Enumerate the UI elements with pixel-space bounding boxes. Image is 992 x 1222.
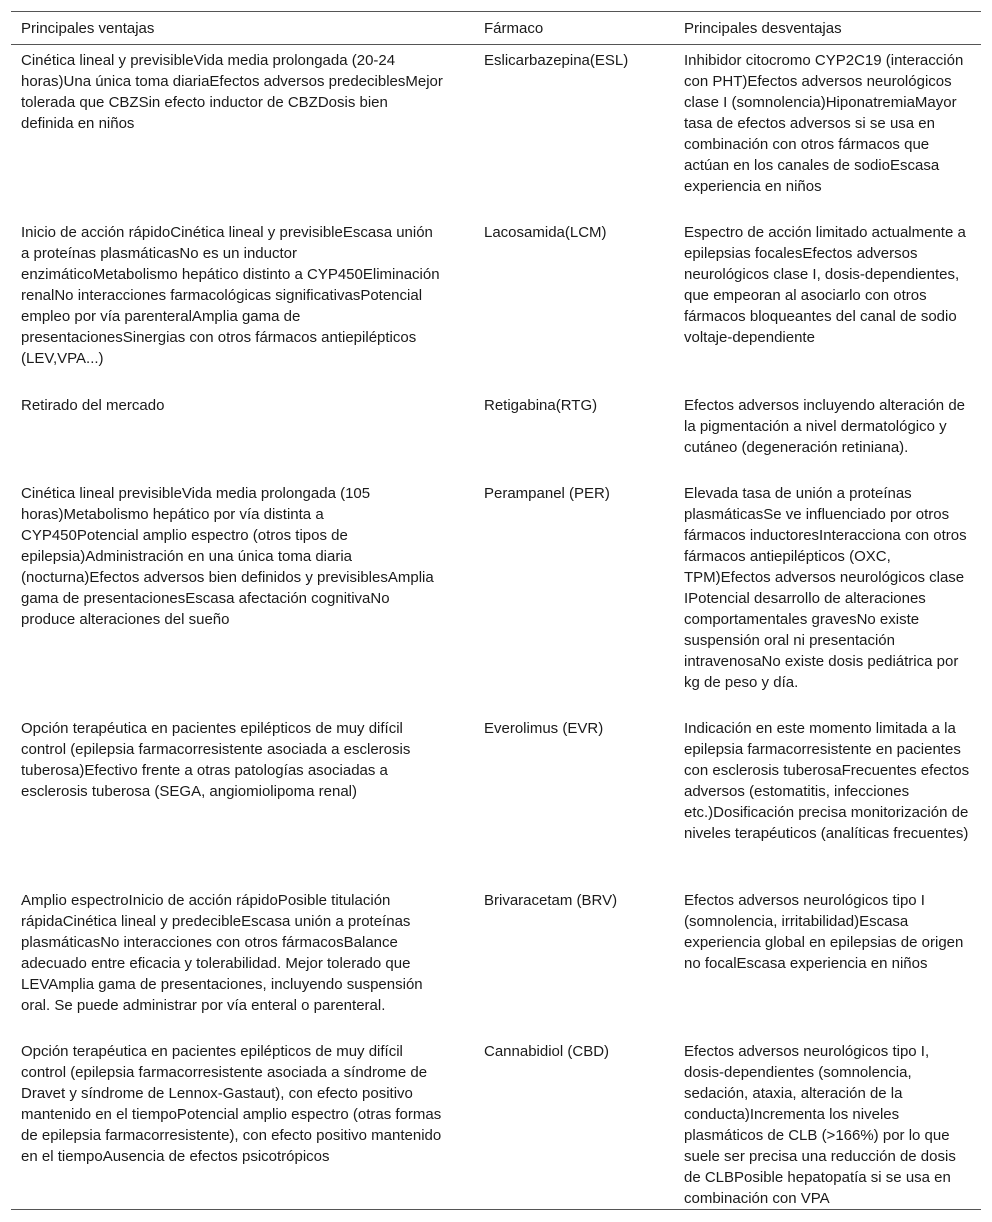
table-row <box>11 885 981 1036</box>
cell-ventajas: Amplio espectroInicio de acción rápidoPosible titulación rápidaCinética lineal y predecibleEscasa unión a proteínas plasmáticasNo interacciones con otros fármacosBalance adecuado entre eficacia y tolerabilidad. Mejor tolerado que LEVAmplia gama de presentaciones, incluyendo suspensión oral. Se puede administrar por vía enteral o parenteral. <box>21 892 423 1014</box>
cell-ventajas: Retirado del mercado <box>21 397 165 414</box>
cell-desventajas: Efectos adversos neurológicos tipo I, dosis-dependientes (somnolencia, sedación, ataxia, alteración de la conducta)Incrementa los niveles plasmáticos de CLB (>166%) por lo que suele ser precisa una reducción de dosis de CLBPosible hepatopatía si se usa en combinación con VPA <box>684 1043 956 1207</box>
table-row <box>11 390 981 478</box>
cell-desventajas: Elevada tasa de unión a proteínas plasmáticasSe ve influenciado por otros fármacos inductoresInteracciona con otros fármacos antiepilépticos (OXC, TPM)Efectos adversos neurológicos clase IPotencial desarrollo de alteraciones comportamentales gravesNo existe suspensión oral ni presentación intravenosaNo existe dosis pediátrica por kg de peso y día. <box>684 485 967 691</box>
header-desventajas: Principales desventajas <box>684 20 842 37</box>
header-row <box>11 12 981 45</box>
drug-comparison-table <box>11 11 981 1210</box>
table-row <box>11 1036 981 1210</box>
cell-ventajas: Cinética lineal y previsibleVida media prolongada (20-24 horas)Una única toma diariaEfectos adversos predeciblesMejor tolerada que CBZSin efecto inductor de CBZDosis bien definida en niños <box>21 52 443 132</box>
cell-ventajas: Cinética lineal previsibleVida media prolongada (105 horas)Metabolismo hepático por vía distinta a CYP450Potencial amplio espectro (otros tipos de epilepsia)Administración en una única toma diaria (nocturna)Efectos adversos bien definidos y previsiblesAmplia gama de presentacionesEscasa afectación cognitivaNo produce alteraciones del sueño <box>21 485 434 628</box>
cell-desventajas: Espectro de acción limitado actualmente a epilepsias focalesEfectos adversos neurológicos clase I, dosis-dependientes, que empeoran al asociarlo con otros fármacos bloqueantes del canal de sodio voltaje-dependiente <box>684 224 966 346</box>
table-row <box>11 713 981 885</box>
header-ventajas: Principales ventajas <box>21 20 155 37</box>
cell-desventajas: Inhibidor citocromo CYP2C19 (interacción con PHT)Efectos adversos neurológicos clase I (somnolencia)HiponatremiaMayor tasa de efectos adversos si se usa en combinación con otros fármacos que actúan en los canales de sodioEscasa experiencia en niños <box>684 52 964 195</box>
header-farmaco: Fármaco <box>484 20 544 37</box>
table-header <box>11 12 981 45</box>
cell-ventajas: Inicio de acción rápidoCinética lineal y previsibleEscasa unión a proteínas plasmáticasNo es un inductor enzimáticoMetabolismo hepático distinto a CYP450Eliminación renalNo interacciones farmacológicas significativasPotencial empleo por vía parenteralAmplia gama de presentacionesSinergias con otros fármacos antiepilépticos (LEV,VPA...) <box>21 224 440 367</box>
cell-desventajas: Efectos adversos neurológicos tipo I (somnolencia, irritabilidad)Escasa experiencia global en epilepsias de origen no focalEscasa experiencia en niños <box>684 892 964 972</box>
cell-farmaco: Brivaracetam (BRV) <box>484 892 618 909</box>
cell-desventajas: Indicación en este momento limitada a la epilepsia farmacorresistente en pacientes con esclerosis tuberosaFrecuentes efectos adversos (estomatitis, infecciones etc.)Dosificación precisa monitorización de niveles terapéuticos (analíticas frecuentes) <box>684 720 970 842</box>
cell-ventajas: Opción terapéutica en pacientes epilépticos de muy difícil control (epilepsia farmacorresistente asociada a síndrome de Dravet y síndrome de Lennox-Gastaut), con efecto positivo mantenido en el tiempoPotencial amplio espectro (otras formas de epilepsia farmacorresistente), con efecto positivo mantenido en el tiempoAusencia de efectos psicotrópicos <box>21 1043 442 1165</box>
cell-farmaco: Cannabidiol (CBD) <box>484 1043 610 1060</box>
cell-farmaco: Lacosamida(LCM) <box>484 224 607 241</box>
cell-farmaco: Eslicarbazepina(ESL) <box>484 52 629 69</box>
cell-desventajas: Efectos adversos incluyendo alteración de la pigmentación a nivel dermatológico y cutáneo (degeneración retiniana). <box>684 397 966 456</box>
cell-farmaco: Retigabina(RTG) <box>484 397 598 414</box>
cell-ventajas: Opción terapéutica en pacientes epilépticos de muy difícil control (epilepsia farmacorresistente asociada a esclerosis tuberosa)Efectivo frente a otras patologías asociadas a esclerosis tuberosa (SEGA, angiomiolipoma renal) <box>21 720 411 800</box>
cell-farmaco: Everolimus (EVR) <box>484 720 604 737</box>
table-row <box>11 217 981 390</box>
cell-farmaco: Perampanel (PER) <box>484 485 610 502</box>
table-body <box>11 45 981 1210</box>
table-row <box>11 478 981 713</box>
table-row <box>11 45 981 218</box>
